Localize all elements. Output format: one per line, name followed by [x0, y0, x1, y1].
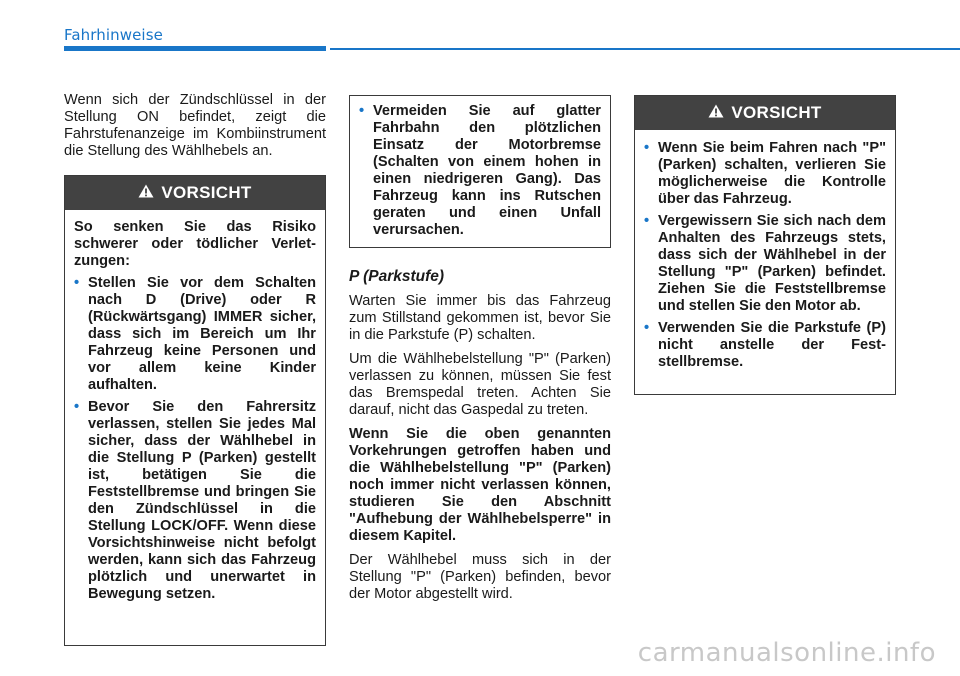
- intro-paragraph: Wenn sich der Zündschlüssel in der Stellung ON befindet, zeigt die Fahrstufenanzeige im Kombiinstrument die Stellung des Wählhebels an.: [64, 92, 326, 159]
- caution-item-text: Stellen Sie vor dem Schalten nach D (Drive) oder R (Rückwärtsgang) IMMER sicher, dass sich im Bereich um Ihr Fahrzeug keine Personen und vor allem keine Kinder aufhalten.: [88, 275, 316, 393]
- caution-list-item: [644, 320, 886, 371]
- caution-item-text: Verwenden Sie die Parkstufe (P) nicht anstelle der Feststellbremse.: [658, 320, 886, 370]
- caution-list-item: [644, 140, 886, 208]
- caution-list-item: [644, 213, 886, 315]
- bullet-dot-icon: •: [359, 103, 365, 119]
- caution-box-middle: [349, 95, 611, 248]
- bullet-dot-icon: •: [74, 275, 80, 291]
- caution-box-right: [634, 95, 896, 395]
- caution-box-left: [64, 175, 326, 646]
- park-paragraph-4: Der Wählhebel muss sich in der Stellung "P" (Parken) befinden, bevor der Motor abgestellt wird.: [349, 552, 611, 602]
- caution-item-text: Vermeiden Sie auf glatter Fahrbahn den plötzlichen Einsatz der Motorbremse (Schalten von einem hohen in einen niedrigeren Gang). Das Fahrzeug kann ins Rutschen geraten und einen Unfall verursachen.: [373, 103, 601, 238]
- park-paragraph-1: Warten Sie immer bis das Fahrzeug zum Stillstand gekommen ist, bevor Sie in die Parkstufe (P) schalten.: [349, 293, 611, 343]
- caution-item-text: Vergewissern Sie sich nach dem Anhalten des Fahrzeugs stets, dass sich der Wählhebel in der Stellung "P" (Parken) befindet. Ziehen Sie die Feststellbremse und stellen Sie den Motor ab.: [658, 213, 886, 314]
- caution-header-right: [635, 96, 895, 130]
- section-title: Fahrhinweise: [64, 26, 163, 44]
- bullet-dot-icon: •: [644, 140, 650, 156]
- caution-heading-left: VORSICHT: [161, 183, 252, 202]
- caution-item-text: Wenn Sie beim Fahren nach "P" (Parken) schalten, verlieren Sie möglicherweise die Kontrolle über das Fahrzeug.: [658, 140, 886, 207]
- bullet-dot-icon: •: [644, 213, 650, 229]
- warning-triangle-icon: [138, 183, 154, 203]
- caution-item-text: Bevor Sie den Fahrersitz verlassen, stellen Sie jedes Mal sicher, dass der Wählhebel in die Stellung P (Parken) gestellt ist, betätigen Sie die Feststellbremse und bringen Sie den Zündschlüssel in die Stellung LOCK/OFF. Wenn diese Vorsichtshinweise nicht befolgt werden, kann sich das Fahrzeug plötzlich und unerwartet in Bewegung setzen.: [88, 399, 316, 602]
- caution-lead-text: So senken Sie das Risiko schwerer oder tödlicher Verletzungen:: [74, 219, 316, 269]
- caution-list-item: [74, 275, 316, 394]
- bullet-dot-icon: •: [74, 399, 80, 415]
- park-paragraph-2: Um die Wählhebelstellung "P" (Parken) verlassen zu können, müssen Sie fest das Bremspedal treten. Achten Sie darauf, nicht das Gaspedal zu treten.: [349, 351, 611, 418]
- caution-list-item: [359, 103, 601, 239]
- header-rule-thin: [330, 48, 960, 50]
- header-rule-thick: [64, 46, 326, 51]
- park-paragraph-3: Wenn Sie die oben genannten Vorkehrungen getroffen haben und die Wählhebelstellung "P" (Parken) noch immer nicht verlassen können, studieren Sie den Abschnitt "Aufhebung der Wählhebelsperre" in diesem Kapitel.: [349, 426, 611, 544]
- left-column: [64, 92, 326, 160]
- caution-list-item: [74, 399, 316, 603]
- bullet-dot-icon: •: [644, 320, 650, 336]
- caution-heading-right: VORSICHT: [731, 103, 822, 122]
- park-section: [349, 268, 611, 603]
- warning-triangle-icon: [708, 103, 724, 123]
- watermark: carmanualsonline.info: [637, 638, 936, 668]
- caution-header-left: [65, 176, 325, 210]
- park-section-title: P (Parkstufe): [349, 268, 445, 285]
